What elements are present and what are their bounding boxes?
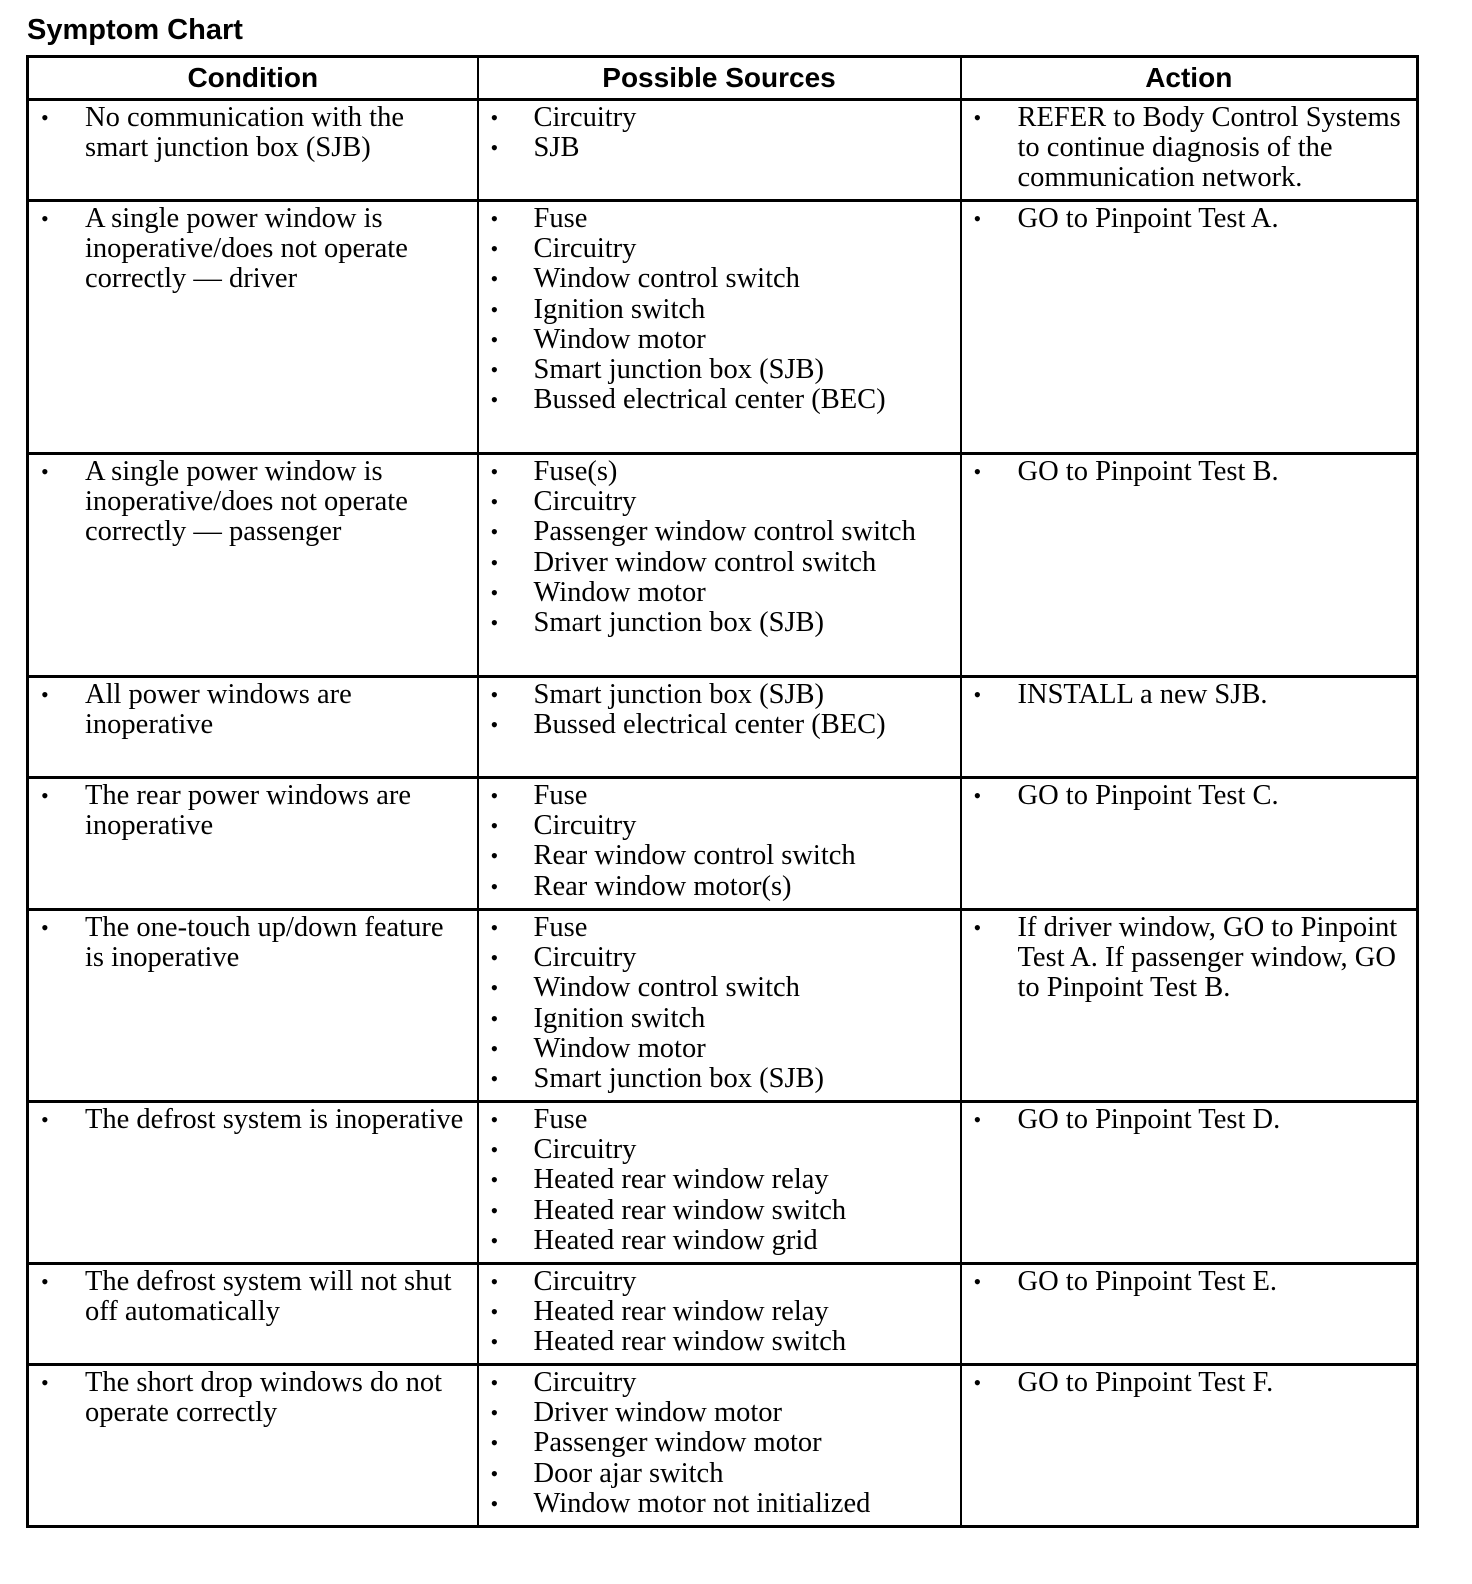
possible-sources-cell [478, 100, 961, 201]
list-item: • Smart junction box (SJB) [489, 1064, 952, 1094]
list-item: • The defrost system is inoperative [39, 1105, 469, 1135]
sources-list [489, 457, 952, 638]
list-item: • Door ajar switch [489, 1459, 952, 1489]
list-item: • Circuitry [489, 1135, 952, 1165]
condition-list [39, 103, 469, 163]
action-cell [961, 910, 1418, 1102]
list-item: • REFER to Body Control Systems to continue diagnosis of the communication network. [972, 103, 1409, 194]
table-row [28, 1102, 1418, 1264]
list-item: • Circuitry [489, 811, 952, 841]
action-list [972, 1105, 1409, 1135]
sources-list [489, 1105, 952, 1256]
list-item: • Smart junction box (SJB) [489, 680, 952, 710]
list-item: • A single power window is inoperative/does not operate correctly — driver [39, 204, 469, 295]
list-item: • SJB [489, 133, 952, 163]
list-item: • Fuse [489, 781, 952, 811]
list-item: • The defrost system will not shut off automatically [39, 1267, 469, 1327]
possible-sources-cell [478, 1264, 961, 1365]
table-row [28, 677, 1418, 778]
list-item: • Circuitry [489, 234, 952, 264]
condition-cell [28, 677, 478, 778]
list-item: • Window motor [489, 1034, 952, 1064]
action-list [972, 103, 1409, 194]
sources-list [489, 1368, 952, 1519]
list-item: • Ignition switch [489, 295, 952, 325]
possible-sources-cell [478, 201, 961, 454]
possible-sources-cell [478, 1365, 961, 1527]
list-item: • The one-touch up/down feature is inoperative [39, 913, 469, 973]
condition-cell [28, 454, 478, 677]
column-header-possible-sources: Possible Sources [478, 57, 961, 100]
action-cell [961, 1264, 1418, 1365]
possible-sources-cell [478, 910, 961, 1102]
sources-list [489, 781, 952, 902]
list-item: • Window motor [489, 325, 952, 355]
action-cell [961, 1365, 1418, 1527]
symptom-chart-table [26, 55, 1419, 1528]
action-list [972, 680, 1409, 710]
table-row [28, 1365, 1418, 1527]
list-item: • The rear power windows are inoperative [39, 781, 469, 841]
condition-cell [28, 1365, 478, 1527]
page-title: Symptom Chart [27, 14, 243, 46]
list-item: • A single power window is inoperative/does not operate correctly — passenger [39, 457, 469, 548]
sources-list [489, 204, 952, 415]
list-item: • Fuse [489, 204, 952, 234]
list-item: • Driver window control switch [489, 548, 952, 578]
action-list [972, 781, 1409, 811]
table-row [28, 1264, 1418, 1365]
sources-list [489, 103, 952, 163]
list-item: • Heated rear window relay [489, 1297, 952, 1327]
list-item: • Window motor not initialized [489, 1489, 952, 1519]
action-list [972, 913, 1409, 1004]
possible-sources-cell [478, 778, 961, 910]
list-item: • Window control switch [489, 973, 952, 1003]
sources-list [489, 1267, 952, 1358]
list-item: • Fuse(s) [489, 457, 952, 487]
list-item: • If driver window, GO to Pinpoint Test A. If passenger window, GO to Pinpoint Test B. [972, 913, 1409, 1004]
sources-list [489, 680, 952, 740]
condition-cell [28, 1264, 478, 1365]
list-item: • GO to Pinpoint Test A. [972, 204, 1409, 234]
list-item: • GO to Pinpoint Test C. [972, 781, 1409, 811]
action-list [972, 1368, 1409, 1398]
condition-list [39, 1105, 469, 1135]
list-item: • Circuitry [489, 1267, 952, 1297]
list-item: • Heated rear window switch [489, 1196, 952, 1226]
list-item: • Passenger window control switch [489, 517, 952, 547]
sources-list [489, 913, 952, 1094]
action-cell [961, 1102, 1418, 1264]
possible-sources-cell [478, 454, 961, 677]
list-item: • Heated rear window switch [489, 1327, 952, 1357]
condition-cell [28, 910, 478, 1102]
list-item: • Circuitry [489, 103, 952, 133]
table-row [28, 100, 1418, 201]
list-item: • Window control switch [489, 264, 952, 294]
list-item: • Bussed electrical center (BEC) [489, 385, 952, 415]
action-list [972, 457, 1409, 487]
list-item: • GO to Pinpoint Test E. [972, 1267, 1409, 1297]
column-header-condition: Condition [28, 57, 478, 100]
list-item: • Fuse [489, 1105, 952, 1135]
condition-list [39, 1267, 469, 1327]
action-list [972, 204, 1409, 234]
action-cell [961, 778, 1418, 910]
table-row [28, 201, 1418, 454]
column-header-action: Action [961, 57, 1418, 100]
condition-list [39, 457, 469, 548]
list-item: • Smart junction box (SJB) [489, 608, 952, 638]
list-item: • Rear window motor(s) [489, 872, 952, 902]
list-item: • No communication with the smart junction box (SJB) [39, 103, 469, 163]
condition-cell [28, 201, 478, 454]
list-item: • Fuse [489, 913, 952, 943]
condition-cell [28, 100, 478, 201]
list-item: • Smart junction box (SJB) [489, 355, 952, 385]
possible-sources-cell [478, 677, 961, 778]
table-row [28, 910, 1418, 1102]
header-row [28, 57, 1418, 100]
action-list [972, 1267, 1409, 1297]
action-cell [961, 201, 1418, 454]
action-cell [961, 100, 1418, 201]
list-item: • Window motor [489, 578, 952, 608]
list-item: • Heated rear window grid [489, 1226, 952, 1256]
possible-sources-cell [478, 1102, 961, 1264]
list-item: • Heated rear window relay [489, 1165, 952, 1195]
condition-list [39, 204, 469, 295]
list-item: • The short drop windows do not operate correctly [39, 1368, 469, 1428]
list-item: • Driver window motor [489, 1398, 952, 1428]
list-item: • Passenger window motor [489, 1428, 952, 1458]
list-item: • Circuitry [489, 1368, 952, 1398]
list-item: • GO to Pinpoint Test F. [972, 1368, 1409, 1398]
table-row [28, 778, 1418, 910]
condition-list [39, 680, 469, 740]
condition-cell [28, 778, 478, 910]
condition-list [39, 913, 469, 973]
list-item: • Circuitry [489, 943, 952, 973]
list-item: • Bussed electrical center (BEC) [489, 710, 952, 740]
list-item: • GO to Pinpoint Test D. [972, 1105, 1409, 1135]
list-item: • Circuitry [489, 487, 952, 517]
chart-body [28, 100, 1418, 1527]
condition-cell [28, 1102, 478, 1264]
table-row [28, 454, 1418, 677]
condition-list [39, 781, 469, 841]
list-item: • INSTALL a new SJB. [972, 680, 1409, 710]
list-item: • GO to Pinpoint Test B. [972, 457, 1409, 487]
list-item: • Ignition switch [489, 1004, 952, 1034]
list-item: • Rear window control switch [489, 841, 952, 871]
list-item: • All power windows are inoperative [39, 680, 469, 740]
action-cell [961, 677, 1418, 778]
action-cell [961, 454, 1418, 677]
condition-list [39, 1368, 469, 1428]
